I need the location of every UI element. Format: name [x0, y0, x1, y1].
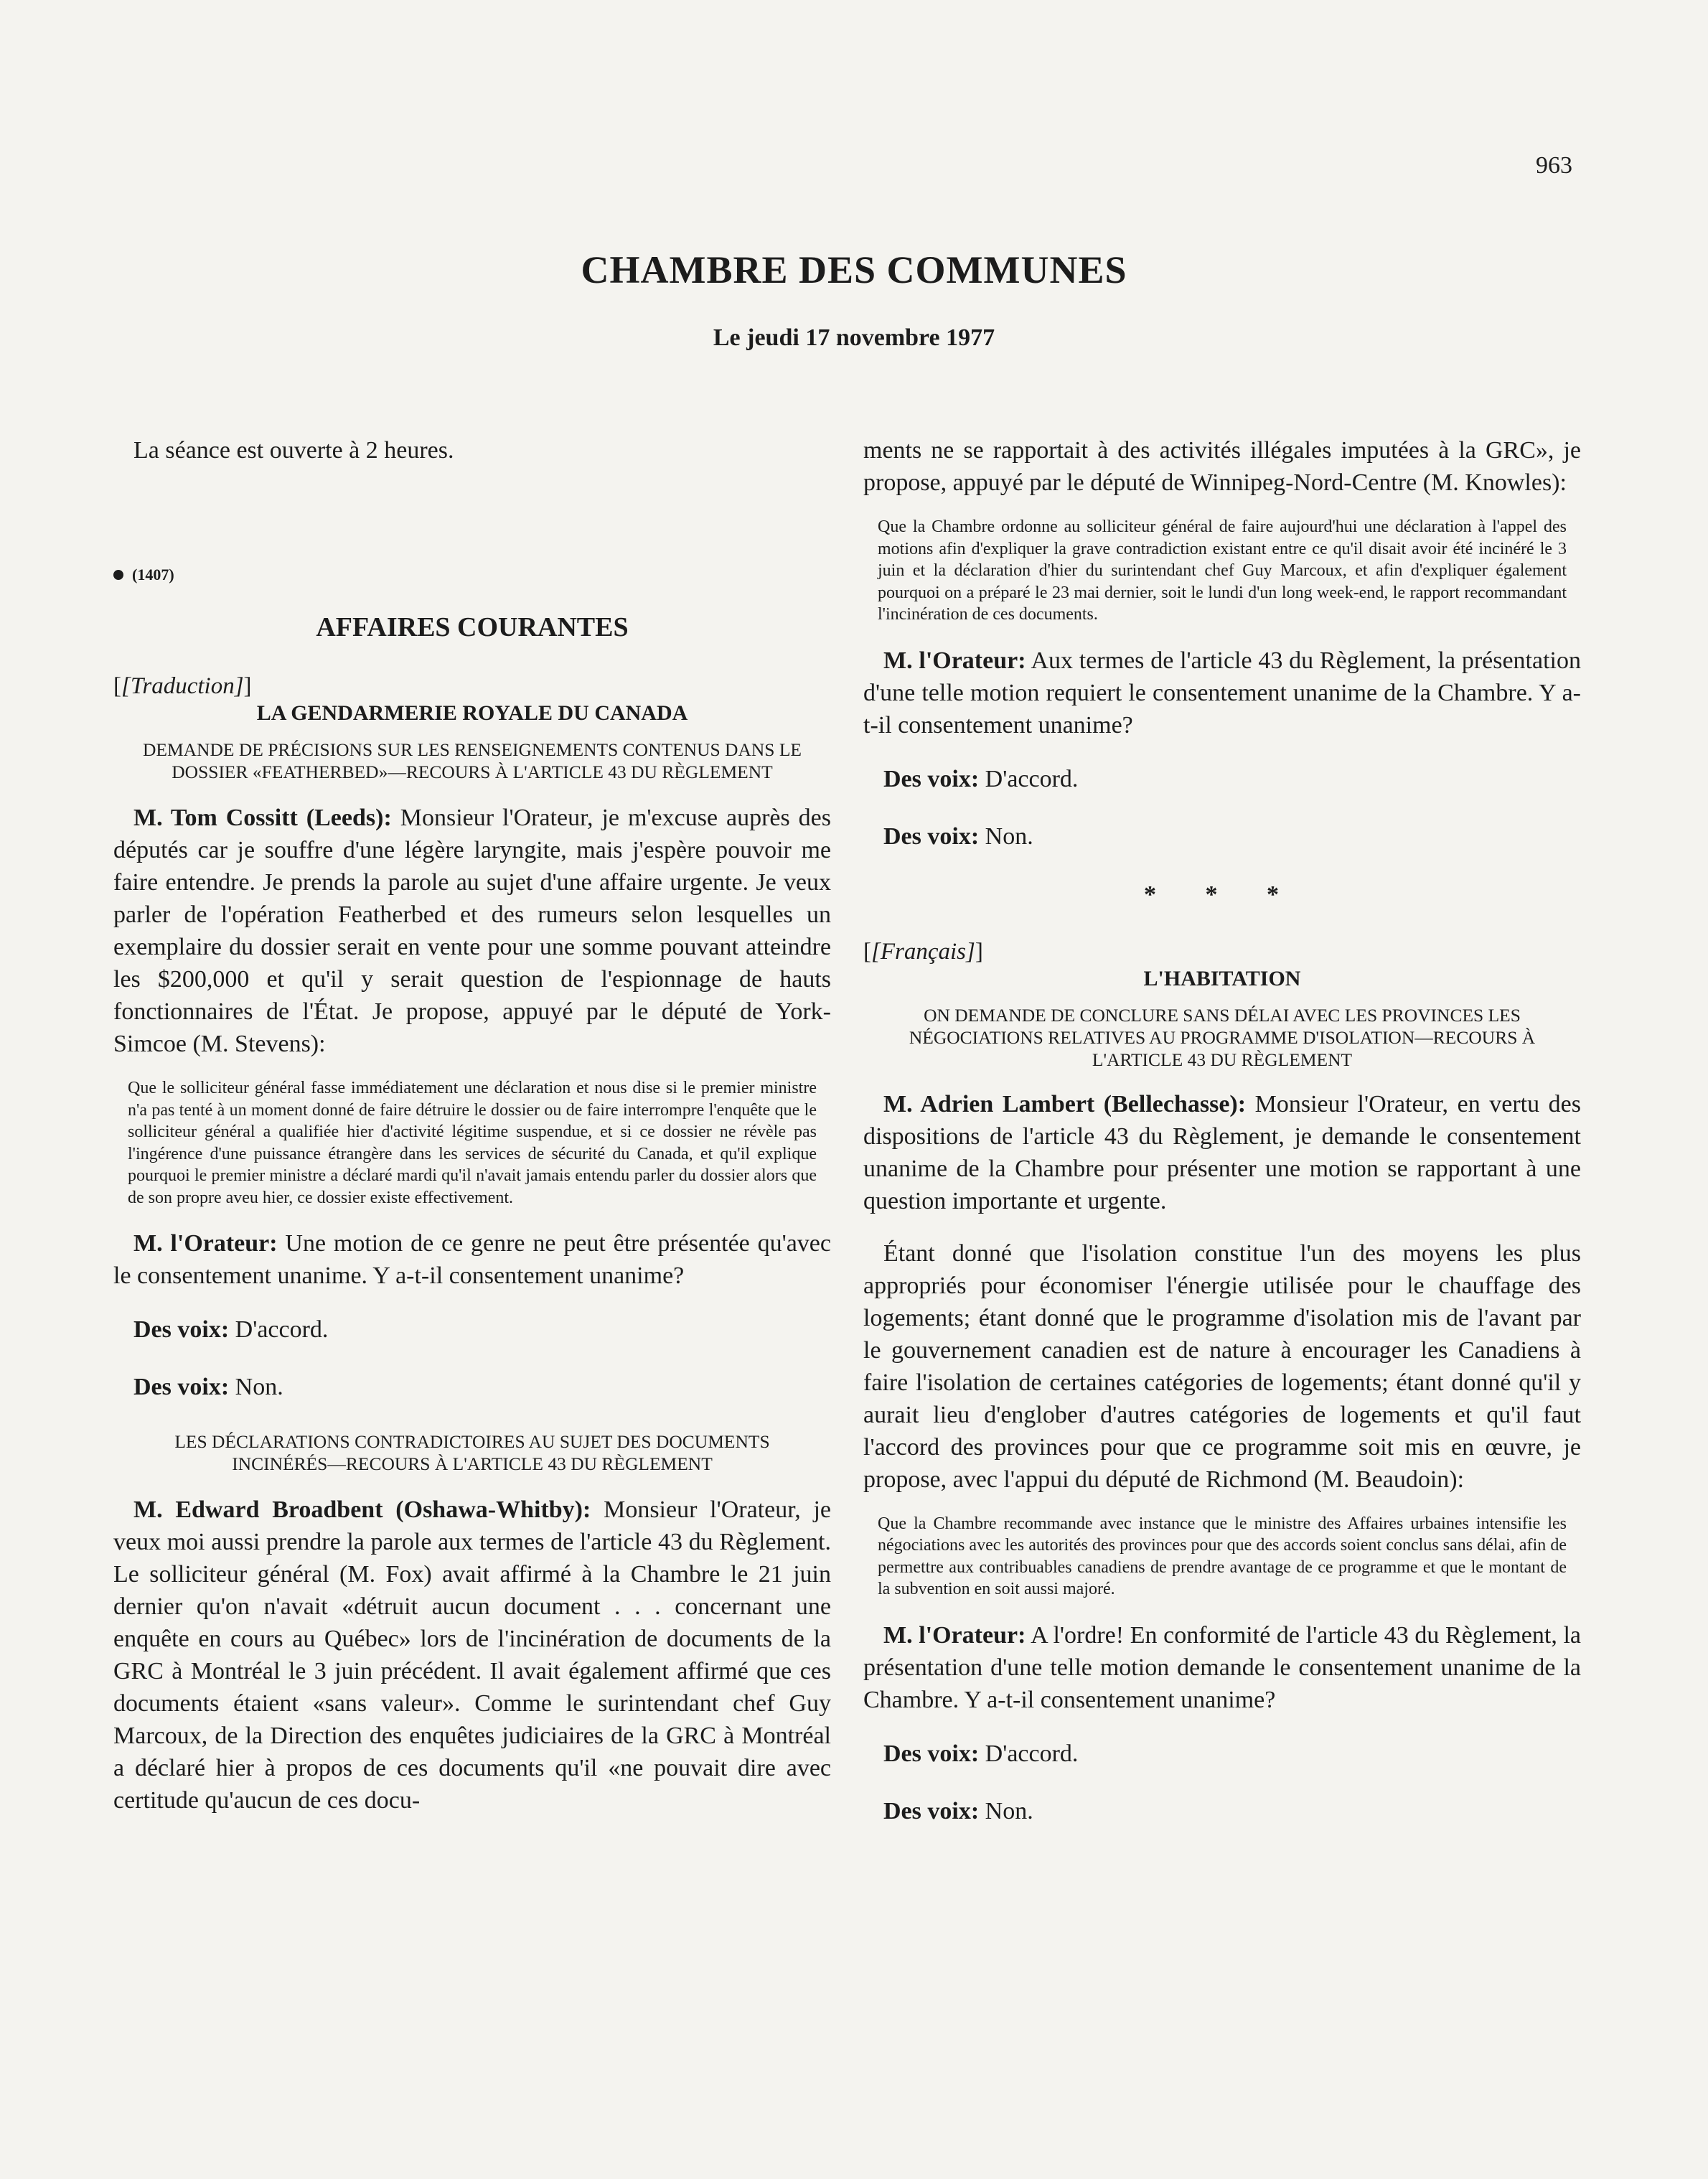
speech-paragraph: M. Tom Cossitt (Leeds): Monsieur l'Orateur, je m'excuse auprès des députés car je souffre d'une légère laryngite, mais j'espère pouvoir me faire entendre. Je prends la parole au sujet d'une affaire urgente. Je veux parler de l'opération Featherbed et des rumeurs selon lesquelles un exemplaire du dossier serait en vente pour une somme pouvant atteindre les $200,000 et qu'il y serait question de l'espionnage de hauts fonctionnaires de l'État. Je propose, appuyé par le député de York-Simcoe (M. Stevens):: [113, 805, 831, 1057]
language-note: [[Traduction]]: [113, 673, 252, 699]
item-heading: ON DEMANDE DE CONCLURE SANS DÉLAI AVEC LES PROVINCES LES NÉGOCIATIONS RELATIVES AU PROGRAMME D'ISOLATION—RECOURS À L'ARTICLE 43 DU RÈGLEMENT: [909, 1004, 1536, 1070]
voices-line: Des voix: Non.: [133, 1374, 283, 1400]
section-separator: * * *: [1144, 881, 1300, 908]
speech-paragraph: M. l'Orateur: Une motion de ce genre ne peut être présentée qu'avec le consentement unanime. Y a-t-il consentement unanime?: [113, 1230, 831, 1289]
item-heading: LES DÉCLARATIONS CONTRADICTOIRES AU SUJET DES DOCUMENTS INCINÉRÉS—RECOURS À L'ARTICLE 43 DU RÈGLEMENT: [174, 1431, 770, 1474]
right-column: [863, 434, 1581, 1827]
left-column: [113, 434, 831, 1817]
language-note: [[Français]]: [863, 938, 983, 965]
opening-line: La séance est ouverte à 2 heures.: [133, 437, 454, 464]
page-number: 963: [1536, 152, 1572, 179]
speech-paragraph: M. Edward Broadbent (Oshawa-Whitby): Monsieur l'Orateur, je veux moi aussi prendre la parole aux termes de l'article 43 du Règlement. Le solliciteur général (M. Fox) avait affirmé à la Chambre le 21 juin dernier qu'on n'avait «détruit aucun document . . . concernant une enquête en cours au Québec» lors de l'incinération de documents de la GRC à Montréal le 3 juin précédent. Il avait également affirmé que ces documents étaient «sans valeur». Comme le surintendant chef Guy Marcoux, de la Direction des enquêtes judiciaires de la GRC à Montréal a déclaré hier à propos de ces documents qu'il «ne pouvait dire avec certitude qu'aucun de ces docu-: [113, 1496, 831, 1814]
subsection-title: L'HABITATION: [1143, 966, 1301, 990]
item-heading: DEMANDE DE PRÉCISIONS SUR LES RENSEIGNEMENTS CONTENUS DANS LE DOSSIER «FEATHERBED»—RECOURS À L'ARTICLE 43 DU RÈGLEMENT: [142, 739, 802, 782]
speaker-name: M. Adrien Lambert (Bellechasse):: [883, 1090, 1247, 1117]
page-title: CHAMBRE DES COMMUNES: [581, 248, 1127, 291]
speaker-name: M. l'Orateur:: [883, 647, 1026, 674]
bullet-icon: [113, 570, 123, 580]
voices-line: Des voix: Non.: [883, 1797, 1033, 1824]
speech-continuation: ments ne se rapportait à des activités illégales imputées à la GRC», je propose, appuyé par le député de Winnipeg-Nord-Centre (M. Knowles):: [863, 437, 1581, 496]
motion-text: Que le solliciteur général fasse immédiatement une déclaration et nous dise si le premier ministre n'a pas tenté à un moment donné de faire détruire le dossier ou de faire interrompre l'enquête que le solliciteur général a qualifiée hier d'activité légitime suspendue, et si ce dossier ne révèle pas l'ingérence d'une puissance étrangère dans les services de sécurité du Canada, et qu'il explique pourquoi le premier ministre a déclaré mardi qu'il n'avait jamais entendu parler du dossier alors que de son propre aveu hier, ce dossier existe effectivement.: [128, 1079, 817, 1207]
time-marker: (1407): [113, 566, 831, 584]
voices-line: Des voix: Non.: [883, 823, 1033, 850]
speaker-name: M. Edward Broadbent (Oshawa-Whitby):: [133, 1496, 591, 1523]
subsection-title: LA GENDARMERIE ROYALE DU CANADA: [256, 701, 688, 725]
voices-line: Des voix: D'accord.: [883, 765, 1079, 792]
motion-text: Que la Chambre ordonne au solliciteur général de faire aujourd'hui une déclaration à l'appel des motions afin d'expliquer la grave contradiction existant entre ce qu'il disait avoir été incinéré le 3 juin et la déclaration d'hier du surintendant chef Guy Marcoux, et afin d'expliquer également pourquoi on a préparé le 23 mai dernier, soit le lundi d'un long week-end, le rapport recommandant l'incinération de ces documents.: [878, 517, 1567, 624]
speech-paragraph: M. l'Orateur: Aux termes de l'article 43 du Règlement, la présentation d'une telle motion requiert le consentement unanime de la Chambre. Y a-t-il consentement unanime?: [863, 647, 1581, 739]
speaker-name: M. Tom Cossitt (Leeds):: [133, 805, 392, 831]
motion-text: Que la Chambre recommande avec instance que le ministre des Affaires urbaines intensifie les négociations avec les autorités des provinces pour que des accords soient conclus sans délai, afin de permettre aux contribuables canadiens de prendre avantage de ce programme et que le montant de la subvention en soit aussi majoré.: [878, 1514, 1567, 1598]
section-title: AFFAIRES COURANTES: [316, 612, 629, 642]
speaker-name: M. l'Orateur:: [133, 1230, 278, 1257]
voices-line: Des voix: D'accord.: [133, 1316, 329, 1343]
speaker-name: M. l'Orateur:: [883, 1621, 1026, 1649]
sitting-date: Le jeudi 17 novembre 1977: [713, 324, 995, 351]
speech-paragraph: M. Adrien Lambert (Bellechasse): Monsieur l'Orateur, en vertu des dispositions de l'article 43 du Règlement, je demande le consentement unanime de la Chambre pour présenter une motion se rapportant à une question importante et urgente.: [863, 1090, 1581, 1214]
speech-paragraph: M. l'Orateur: A l'ordre! En conformité de l'article 43 du Règlement, la présentation d'une telle motion demande le consentement unanime de la Chambre. Y a-t-il consentement unanime?: [863, 1621, 1581, 1713]
voices-line: Des voix: D'accord.: [883, 1740, 1079, 1767]
speech-paragraph: Étant donné que l'isolation constitue l'un des moyens les plus appropriés pour économiser l'énergie utilisée pour le chauffage des logements; étant donné que le programme d'isolation mis de l'avant par le gouvernement canadien est de nature à encourager les Canadiens à faire l'isolation de certaines catégories de logements; étant donné qu'il y aurait lieu d'englober d'autres catégories de logements et qu'il faut l'accord des provinces pour que ce programme soit mis en œuvre, je propose, avec l'appui du député de Richmond (M. Beaudoin):: [863, 1240, 1581, 1493]
